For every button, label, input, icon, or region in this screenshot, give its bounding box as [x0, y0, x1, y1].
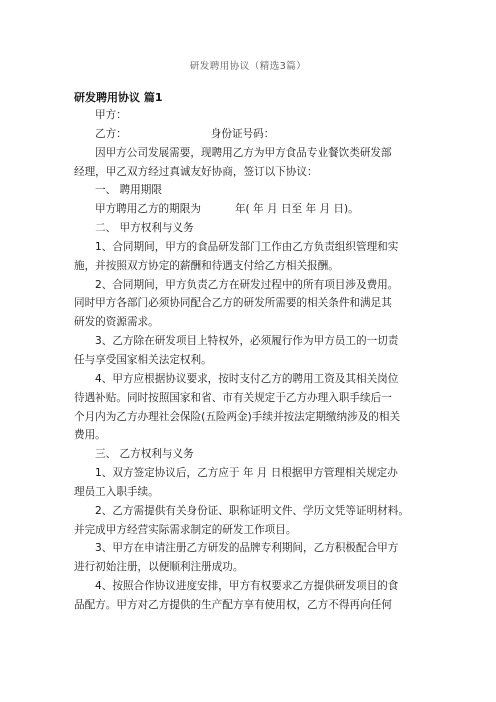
paragraph-line: 2、乙方需提供有关身份证、职称证明文件、学历文凭等证明材料。	[95, 504, 409, 517]
paragraph-line: 4、按照合作协议进度安排，甲方有权要求乙方提供研发项目的食	[95, 580, 399, 593]
paragraph-line: 因甲方公司发展需要，现聘用乙方为甲方食品专业餐饮类研发部	[95, 146, 392, 159]
party-b-line	[74, 125, 424, 144]
paragraph-line: 经理，甲乙双方经过真诚友好协商，签订以下协议：	[74, 165, 318, 178]
document-title: 研发聘用协议（精选3篇）	[189, 61, 307, 72]
paragraph-line: 1、双方签定协议后，乙方应于 年 月 日根据甲方管理相关规定办	[95, 467, 398, 480]
party-a-label: 甲方：	[95, 109, 127, 121]
term-line	[74, 200, 424, 219]
paragraph-line: 1、合同期间，甲方的食品研发部门工作由乙方负责组织管理和实	[95, 240, 399, 253]
paragraph-line: 任与享受国家相关法定权利。	[74, 353, 212, 366]
clause-heading-party-b: 三、 乙方权利与义务	[95, 448, 194, 461]
term-text-b: 年( 年 月 日至 年 月 日)。	[234, 203, 359, 216]
paragraph-line: 并完成甲方经营实际需求制定的研发工作项目。	[74, 523, 297, 536]
paragraph-line: 3、甲方在申请注册乙方研发的品牌专利期间，乙方积极配合甲方	[95, 542, 399, 555]
clause-heading-term: 一、 聘用期限	[95, 184, 162, 197]
document-body	[74, 106, 424, 615]
party-a-line	[74, 106, 424, 125]
clause-heading-party-a: 二、 甲方权利与义务	[95, 222, 194, 235]
paragraph-line: 费用。	[74, 429, 106, 442]
section-heading: 研发聘用协议 篇1	[74, 91, 163, 104]
paragraph-line: 理员工入职手续。	[74, 485, 159, 498]
paragraph-line: 品配方。甲方对乙方提供的生产配方享有使用权，乙方不得再向任何	[74, 598, 392, 611]
paragraph-line: 2、合同期间，甲方负责乙方在研发过程中的所有项目涉及费用。	[95, 278, 399, 291]
paragraph-line: 3、乙方除在研发项目上特权外，必须履行作为甲方员工的一切责	[95, 335, 399, 348]
paragraph-line: 个月内为乙方办理社会保险(五险两金)手续并按法定期缴纳涉及的相关	[74, 410, 401, 423]
paragraph-line: 进行初始注册，以便顺利注册成功。	[74, 561, 244, 574]
paragraph-line: 研发的资源需求。	[74, 316, 159, 329]
id-number-label: 身份证号码：	[210, 127, 275, 140]
paragraph-line: 同时甲方各部门必须协同配合乙方的研发所需要的相关条件和满足其	[74, 297, 392, 310]
paragraph-line: 待遇补贴。同时按照国家和省、市有关规定于乙方办理入职手续后一	[74, 391, 392, 404]
party-b-label: 乙方：	[95, 127, 127, 140]
term-text-a: 甲方聘用乙方的期限为	[95, 203, 201, 216]
paragraph-line: 施，并按照双方协定的薪酬和待遇支付给乙方相关报酬。	[74, 259, 339, 272]
paragraph-line: 4、甲方应根据协议要求，按时支付乙方的聘用工资及其相关岗位	[95, 372, 399, 385]
